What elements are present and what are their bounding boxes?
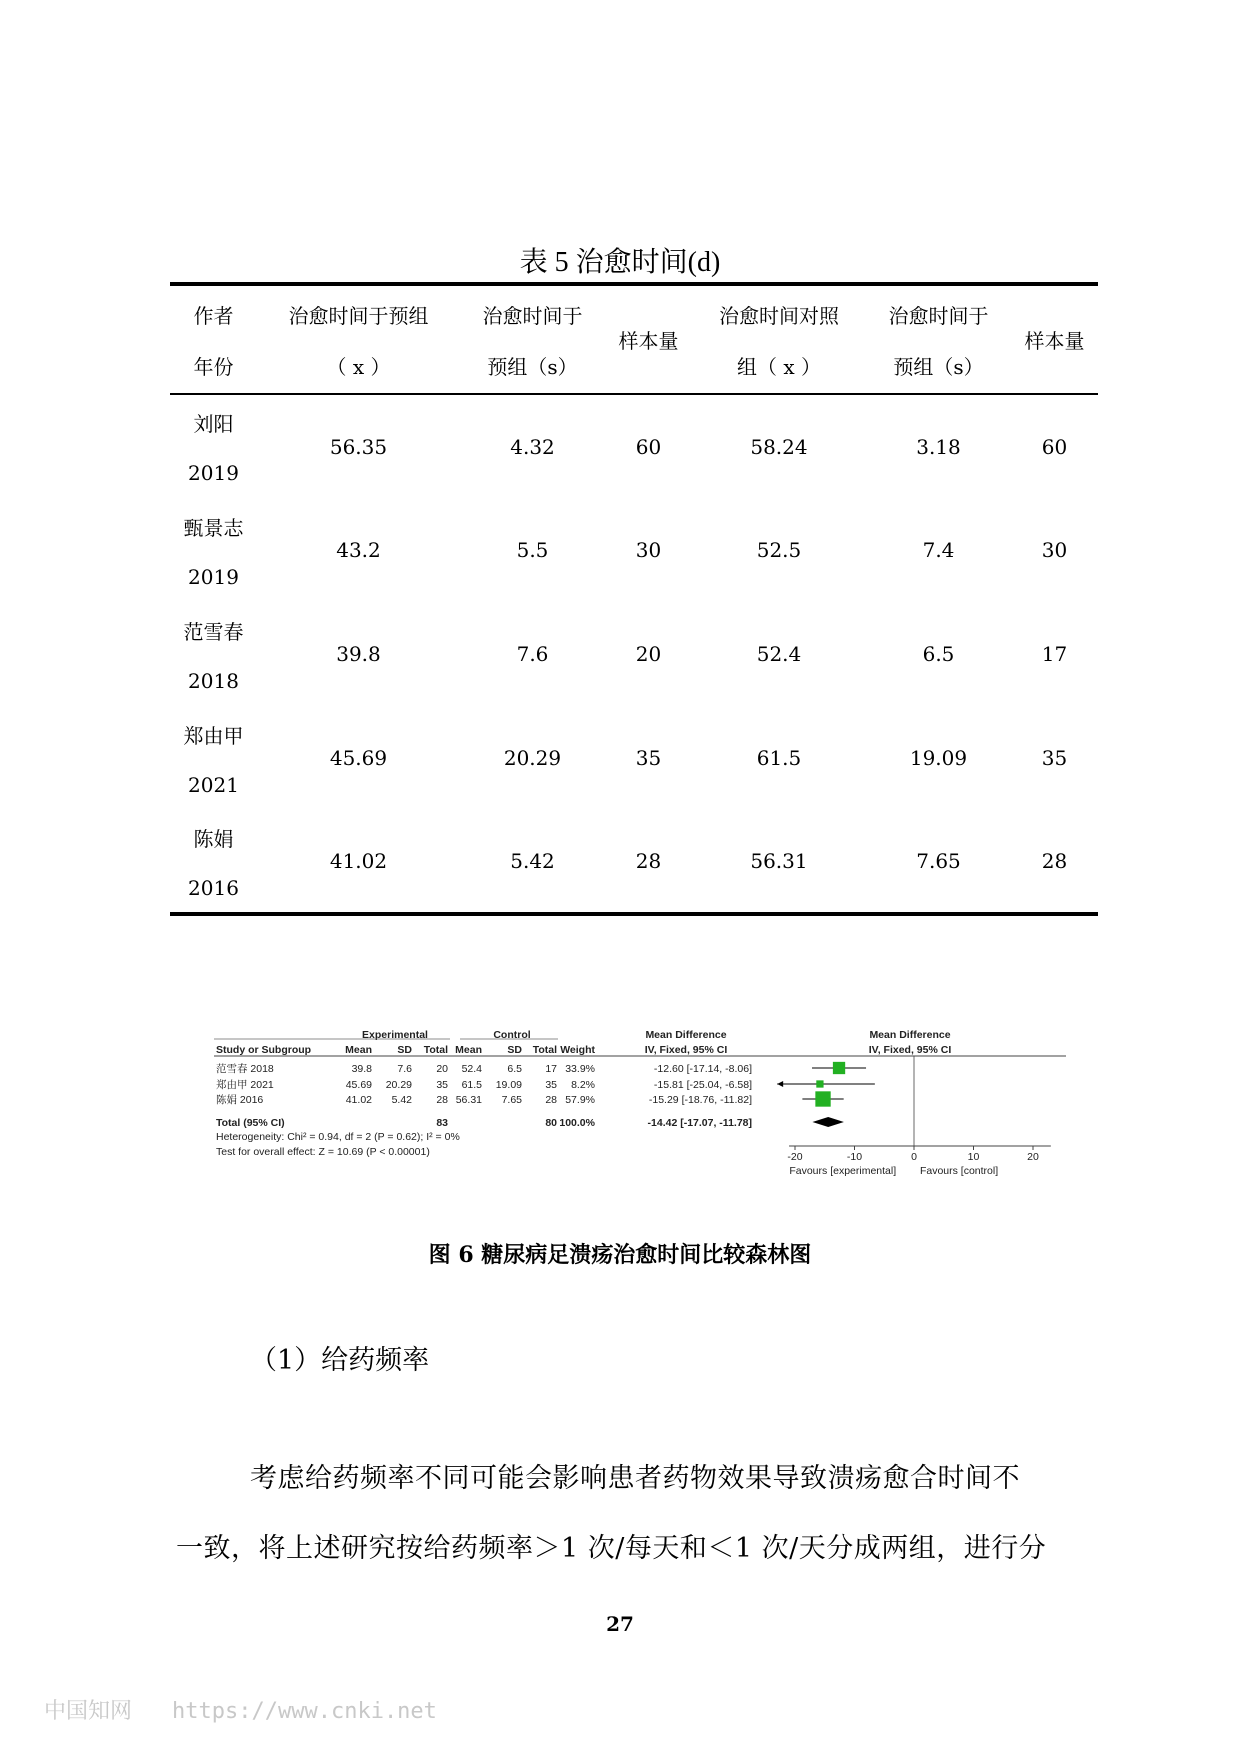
fp-cell: 35 — [545, 1079, 557, 1091]
fp-study-name: 郑由甲 2021 — [216, 1079, 274, 1091]
fp-col-header: Study or Subgroup — [216, 1044, 312, 1056]
cell-exp-n: 60 — [635, 434, 662, 459]
cell-ctrl-sd: 6.5 — [922, 642, 955, 666]
page-number: 27 — [606, 1612, 634, 1636]
cell-ctrl-mean: 52.5 — [756, 538, 802, 562]
fp-study-name: 陈娟 2016 — [216, 1094, 264, 1106]
fp-col-header: IV, Fixed, 95% CI — [644, 1044, 728, 1056]
cell-ctrl-mean: 52.4 — [756, 642, 802, 666]
fp-cell: 35 — [436, 1079, 448, 1091]
fp-cell: 45.69 — [345, 1079, 372, 1091]
cell-ctrl-mean: 56.31 — [750, 849, 808, 873]
fp-cell: 7.6 — [397, 1063, 412, 1075]
fp-col-header: Weight — [560, 1044, 595, 1056]
cell-exp-mean: 45.69 — [329, 746, 388, 770]
fp-cell: 8.2% — [571, 1079, 595, 1091]
table-row — [170, 394, 1098, 498]
fp-study-marker — [833, 1062, 845, 1074]
table-row — [170, 602, 1098, 706]
cell-exp-n: 28 — [635, 849, 662, 873]
paragraph-line: 一致，将上述研究按给药频率＞1 次/每天和＜1 次/天分成两组，进行分 — [176, 1533, 1047, 1564]
cell-exp-sd: 5.42 — [510, 849, 555, 873]
fp-cell: 6.5 — [507, 1063, 522, 1075]
cell-exp-mean: 39.8 — [336, 642, 381, 666]
cell-ctrl-n: 17 — [1041, 642, 1068, 666]
cell-author-year: 范雪春 2018 — [183, 619, 244, 693]
cell-author-year: 刘阳 2019 — [188, 412, 239, 485]
fp-overall-effect: Test for overall effect: Z = 10.69 (P < 0.00001) — [216, 1146, 430, 1158]
paragraph-line: 考虑给药频率不同可能会影响患者药物效果导致溃疡愈合时间不 — [250, 1463, 1020, 1494]
fp-study-name: 范雪春 2018 — [216, 1063, 274, 1075]
cell-ctrl-sd: 19.09 — [909, 746, 968, 770]
cell-exp-n: 35 — [635, 746, 662, 770]
cell-exp-n: 20 — [635, 642, 662, 666]
cell-exp-sd: 4.32 — [510, 434, 555, 459]
fp-cell: 28 — [545, 1094, 557, 1106]
fp-col-header: Total — [423, 1044, 448, 1056]
cell-author-year: 甄景志 2019 — [183, 515, 244, 589]
fp-cell: 17 — [545, 1063, 557, 1075]
cell-ctrl-n: 28 — [1041, 849, 1068, 873]
fp-axis-tick-label: 20 — [1027, 1151, 1039, 1163]
fp-total-cell: 80 — [545, 1117, 557, 1129]
fp-cell: 61.5 — [461, 1079, 482, 1091]
fp-cell: 28 — [436, 1094, 448, 1106]
fp-axis-tick-label: -10 — [846, 1151, 863, 1163]
fp-cell: 7.65 — [501, 1094, 522, 1106]
fp-cell: 5.42 — [391, 1094, 412, 1106]
fp-group-header: Control — [493, 1029, 531, 1041]
fp-favours-left: Favours [experimental] — [789, 1165, 897, 1177]
fp-cell: 52.4 — [461, 1063, 482, 1075]
fp-cell: 57.9% — [565, 1094, 595, 1106]
fp-cell: 39.8 — [351, 1063, 372, 1075]
cell-ctrl-sd: 3.18 — [916, 434, 961, 459]
header-exp-mean: 治愈时间于预组 （ x ） — [288, 303, 429, 379]
fp-total-cell: 100.0% — [559, 1117, 595, 1129]
fp-cell: -15.81 [-25.04, -6.58] — [653, 1079, 752, 1091]
cell-ctrl-mean: 61.5 — [756, 746, 802, 770]
header-exp-sd: 治愈时间于 预组（s） — [482, 303, 583, 379]
fp-axis-tick-label: 10 — [967, 1151, 980, 1163]
cell-ctrl-mean: 58.24 — [750, 434, 808, 459]
fp-axis-tick-label: -20 — [787, 1151, 803, 1163]
cnki-watermark: 中国知网 https://www.cnki.net — [44, 1699, 437, 1724]
figure-caption: 图 6 糖尿病足溃疡治愈时间比较森林图 — [428, 1242, 812, 1268]
header-ctrl-n: 样本量 — [1024, 329, 1085, 353]
cell-exp-sd: 20.29 — [503, 746, 562, 770]
header-ctrl-sd: 治愈时间于 预组（s） — [888, 303, 989, 379]
header-author-year: 作者 年份 — [193, 303, 234, 379]
cell-ctrl-n: 35 — [1041, 746, 1068, 770]
fp-cell: 41.02 — [345, 1094, 372, 1106]
fp-total-cell: 83 — [436, 1117, 448, 1129]
fp-col-header: SD — [397, 1044, 412, 1056]
cell-author-year: 陈娟 2016 — [188, 826, 239, 900]
cell-exp-n: 30 — [635, 538, 662, 562]
fp-cell: 20.29 — [385, 1079, 412, 1091]
header-exp-n: 样本量 — [618, 329, 679, 353]
table-5 — [170, 282, 1098, 916]
section-heading: （1）给药频率 — [250, 1345, 430, 1376]
cell-ctrl-n: 30 — [1041, 538, 1068, 562]
fp-total-label: Total (95% CI) — [216, 1117, 285, 1129]
cell-ctrl-sd: 7.65 — [916, 849, 961, 873]
table-title: 表 5 治愈时间(d) — [519, 247, 721, 278]
cell-ctrl-n: 60 — [1041, 434, 1068, 459]
fp-favours-right: Favours [control] — [919, 1165, 999, 1177]
fp-col-header: Mean — [345, 1044, 372, 1056]
fp-study-marker — [816, 1080, 823, 1087]
fp-cell: 33.9% — [565, 1063, 595, 1075]
healing-time-table — [170, 282, 1098, 916]
cell-exp-mean: 56.35 — [329, 434, 388, 459]
fp-col-header: Total — [532, 1044, 557, 1056]
cell-author-year: 郑由甲 2021 — [183, 723, 244, 797]
fp-study-marker — [815, 1091, 830, 1106]
fp-group-header: Mean Difference — [869, 1029, 951, 1041]
fp-cell: 20 — [436, 1063, 448, 1075]
table-header-row — [170, 284, 1098, 394]
fp-axis-tick-label: 0 — [911, 1151, 917, 1163]
table-body — [170, 394, 1098, 914]
fp-col-header: SD — [507, 1044, 522, 1056]
cell-exp-mean: 43.2 — [336, 538, 381, 562]
cell-exp-mean: 41.02 — [329, 849, 388, 873]
fp-col-header: Mean — [455, 1044, 482, 1056]
fp-col-header: IV, Fixed, 95% CI — [868, 1044, 952, 1056]
fp-total-diamond — [812, 1117, 843, 1127]
table-row — [170, 498, 1098, 602]
fp-heterogeneity: Heterogeneity: Chi² = 0.94, df = 2 (P = 0.62); I² = 0% — [216, 1131, 460, 1143]
cell-exp-sd: 7.6 — [516, 642, 549, 666]
fp-group-header: Mean Difference — [645, 1029, 727, 1041]
fp-cell: 19.09 — [495, 1079, 522, 1091]
cell-ctrl-sd: 7.4 — [922, 538, 955, 562]
table-row — [170, 706, 1098, 810]
fp-cell: -12.60 [-17.14, -8.06] — [653, 1063, 752, 1075]
cell-exp-sd: 5.5 — [516, 538, 549, 562]
header-ctrl-mean: 治愈时间对照 组（ x ） — [719, 303, 839, 379]
forest-plot-svg — [200, 1018, 1080, 1188]
fp-total-cell: -14.42 [-17.07, -11.78] — [647, 1117, 752, 1129]
forest-plot — [200, 1018, 1080, 1188]
table-row — [170, 810, 1098, 914]
fp-ci-arrow — [777, 1081, 783, 1087]
fp-cell: -15.29 [-18.76, -11.82] — [648, 1094, 752, 1106]
fp-group-header: Experimental — [362, 1029, 428, 1041]
fp-cell: 56.31 — [455, 1094, 482, 1106]
